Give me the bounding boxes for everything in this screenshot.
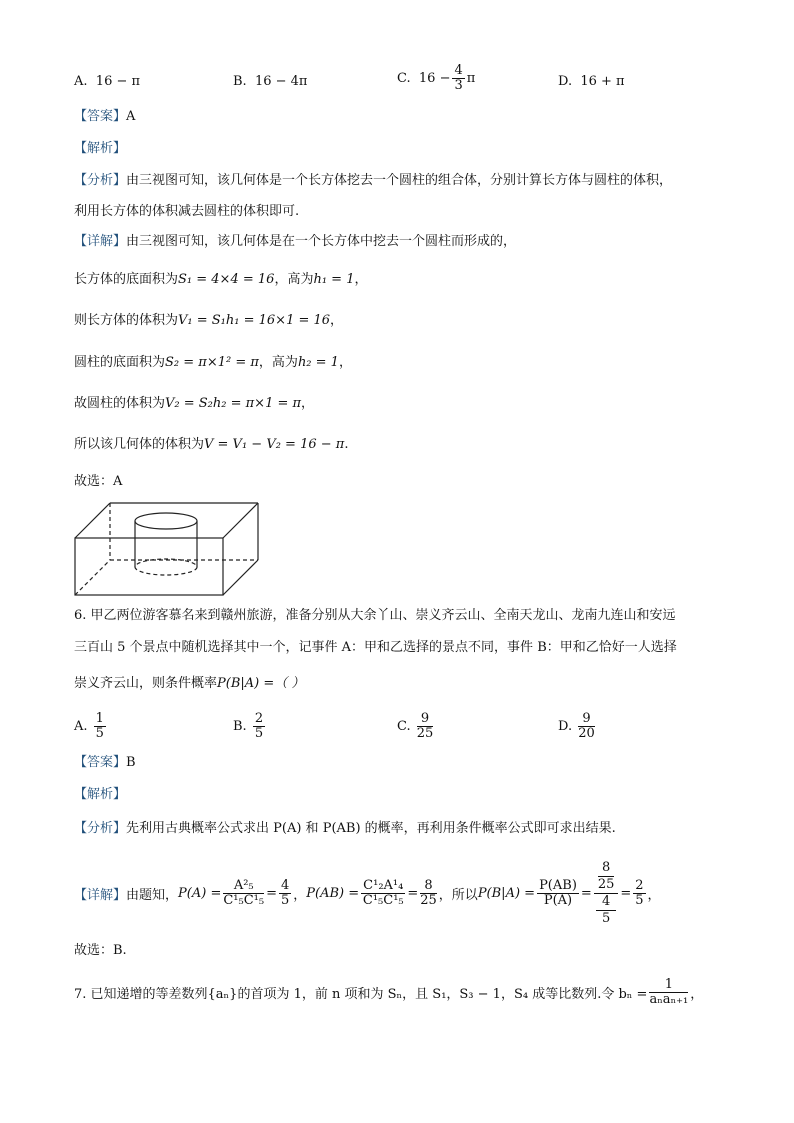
result-fraction: $\frac{2}{5}$ [635,878,644,908]
q6-fenxi-line: 【分析】先利用古典概率公式求出 P(A) 和 P(AB) 的概率，再利用条件概率公式即可求出结果. [74,821,616,836]
option-c-fraction: $\frac{4}{3}$ [454,63,463,93]
q7-line: 7. 已知递增的等差数列{aₙ}的首项为 1，前 n 项和为 Sₙ，且 S₁，S₃ − 1，S₄ 成等比数列.令 bₙ = $\frac{1}{\text{aₙaₙ₊₁}}$ ， [74,977,704,1007]
pa-value-fraction: $\frac{4}{5}$ [281,878,290,908]
fenxi-line-1: 【分析】由三视图可知，该几何体是一个长方体挖去一个圆柱的组合体，分别计算长方体与圆柱的体积， [74,173,673,188]
q6-option-b: B. $\frac{2}{5}$ [233,711,264,741]
xiangjie-line-2: 长方体的底面积为S₁ = 4×4 = 16，高为h₁ = 1， [74,272,368,287]
option-a: A. 16 − π [74,74,141,89]
pab-formula-fraction: $\frac{\text{C¹₂A¹₄}}{\text{C¹₅C¹₅}}$ [362,878,404,908]
option-b: B. 16 − 4π [233,74,308,89]
q6-analysis-heading: 【解析】 [74,787,127,802]
q6-line-3: 崇义齐云山，则条件概率P(B|A) =（ ） [74,676,305,691]
pa-formula-fraction: $\frac{\text{A²₅}}{\text{C¹₅C¹₅}}$ [223,878,265,908]
cylinder-bottom-ellipse [135,559,197,575]
option-a-value: 16 − π [95,74,141,89]
q6-choose-line: 故选：B. [74,943,127,958]
option-c: C. 16 − $\frac{4}{3}$ π [397,63,476,93]
hidden-left-bottom-edge [75,560,110,595]
cylinder-top-ellipse [135,513,197,529]
xiangjie-line-6: 所以该几何体的体积为V = V₁ − V₂ = 16 − π. [74,437,349,452]
q6-option-b-fraction: $\frac{2}{5}$ [254,711,264,741]
q6-option-d-fraction: $\frac{9}{20}$ [578,711,595,741]
option-d-value: 16 + π [580,74,625,89]
nested-fraction [594,860,619,927]
answer-line: 【答案】A [74,109,136,124]
top-left-edge [75,503,110,538]
option-b-value: 16 − 4π [254,74,308,89]
q6-line-2: 三百山 5 个景点中随机选择其中一个，记事件 A：甲和乙选择的景点不同，事件 B：甲和乙恰好一人选择 [74,640,677,655]
option-d: D. 16 + π [558,74,625,89]
xiangjie-line-1: 【详解】由三视图可知，该几何体是在一个长方体中挖去一个圆柱而形成的， [74,234,517,249]
xiangjie-line-4: 圆柱的底面积为S₂ = π×1² = π，高为h₂ = 1， [74,355,352,370]
q6-option-a-fraction: $\frac{1}{5}$ [95,711,104,741]
xiangjie-line-3: 则长方体的体积为V₁ = S₁h₁ = 16×1 = 16， [74,313,344,328]
q6-option-d: D. $\frac{9}{20}$ [558,711,595,741]
q6-option-c: C. $\frac{9}{25}$ [397,711,434,741]
nested-bottom-fraction: 4 5 [596,894,617,927]
analysis-heading: 【解析】 [74,141,127,156]
q6-option-a: A. $\frac{1}{5}$ [74,711,104,741]
nested-top-fraction: 8 25 [597,860,615,892]
cuboid-cylinder-figure [72,500,264,598]
q6-xiangjie-line: 【详解】 由题知， P(A) = $\frac{\text{A²₅}}{\text{C¹₅C¹₅}}$ = $\frac{4}{5}$ ， P(AB) = $\frac{\text{C¹₂A¹₄}}{\text{C¹₅C¹₅}}$ = $\frac{8}{25}$ ，所以 P(B|A) = $\frac{P(AB)}{P(A)}$ = 8 25 4 5 = $\frac{2}{5}$ ， [74,860,661,926]
front-face [75,538,223,595]
pab-value-fraction: $\frac{8}{25}$ [420,878,437,908]
choose-line: 故选：A [74,474,123,489]
top-right-edge [223,503,258,538]
pba-formula-fraction: $\frac{P(AB)}{P(A)}$ [539,878,577,908]
q6-answer-line: 【答案】B [74,755,136,770]
fenxi-line-2: 利用长方体的体积减去圆柱的体积即可. [74,204,300,219]
q6-line-1: 6. 甲乙两位游客慕名来到赣州旅游，准备分别从大余丫山、崇义齐云山、全南天龙山、龙南九连山和安远 [74,608,676,623]
q6-option-c-fraction: $\frac{9}{25}$ [416,711,434,741]
bottom-right-edge [223,560,258,595]
xiangjie-line-5: 故圆柱的体积为V₂ = S₂h₂ = π×1 = π， [74,396,315,411]
bn-fraction: $\frac{1}{\text{aₙaₙ₊₁}}$ [649,977,689,1007]
